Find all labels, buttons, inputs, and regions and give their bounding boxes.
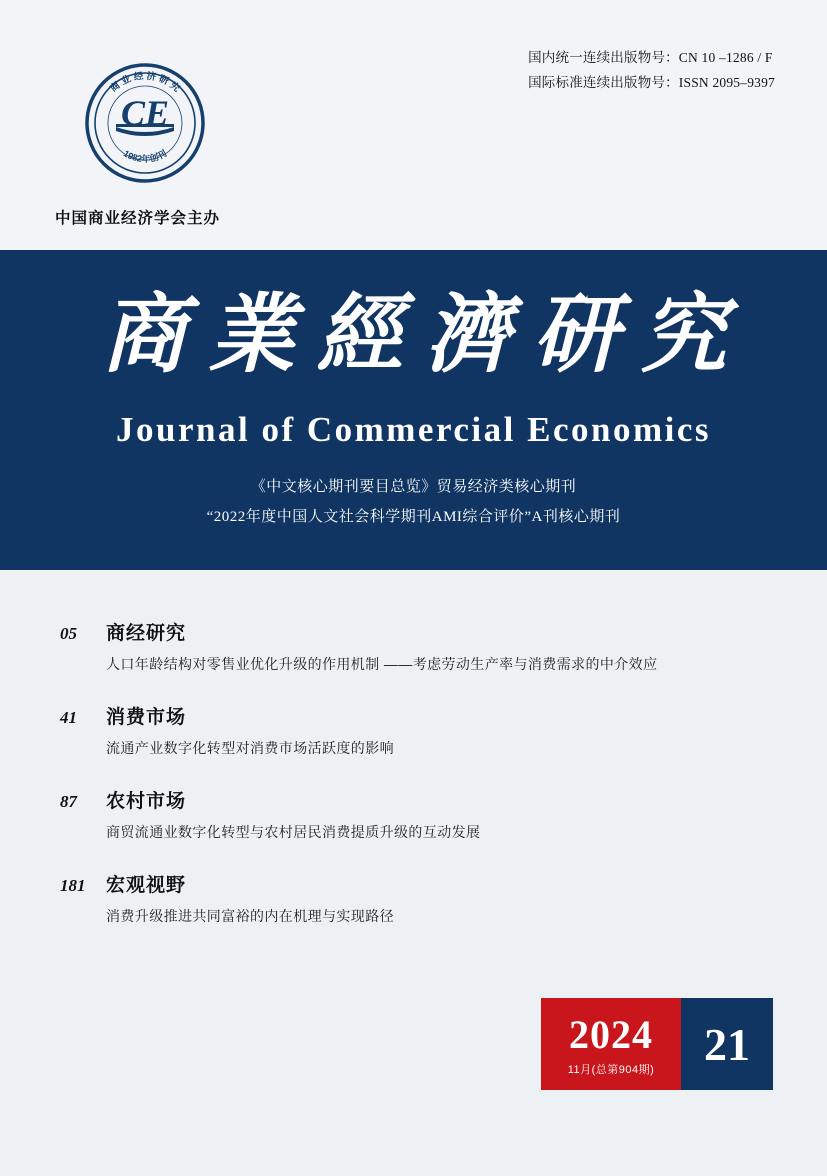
issue-year: 2024 (569, 1012, 653, 1057)
toc-entry-head (60, 786, 767, 813)
toc-entry (60, 618, 767, 674)
masthead-subtitle-2: “2022年度中国人文社会科学期刊AMI综合评价”A刊核心期刊 (206, 509, 621, 525)
table-of-contents (0, 570, 827, 926)
toc-entry-head (60, 870, 767, 897)
issue-number: 21 (681, 998, 773, 1090)
journal-title-en: Journal of Commercial Economics (116, 410, 711, 449)
cover-header (0, 0, 827, 250)
toc-section-title: 农村市场 (106, 791, 187, 812)
toc-section-title: 宏观视野 (106, 875, 187, 896)
issue-badge (541, 998, 773, 1090)
issue-month: 11月(总第904期) (567, 1064, 655, 1076)
toc-entry (60, 786, 767, 842)
toc-article-title: 商贸流通业数字化转型与农村居民消费提质升级的互动发展 (106, 824, 481, 840)
toc-article-title: 消费升级推进共同富裕的内在机理与实现路径 (106, 908, 394, 924)
toc-entry-head (60, 702, 767, 729)
svg-text:CE: CE (120, 93, 170, 133)
toc-page-number: 87 (60, 792, 77, 811)
issn-line-domestic: 国内统一连续出版物号：CN 10 –1286 / F (528, 50, 773, 65)
toc-entry (60, 870, 767, 926)
journal-title-cn: 商業經濟研究 (100, 287, 749, 383)
issue-year-block (541, 998, 681, 1090)
society-line: 中国商业经济学会主办 (55, 210, 221, 227)
toc-article-title: 流通产业数字化转型对消费市场活跃度的影响 (106, 740, 394, 756)
toc-entry (60, 702, 767, 758)
issn-block (528, 46, 775, 96)
masthead (0, 250, 827, 570)
toc-page-number: 05 (60, 624, 77, 643)
svg-text:1982年创刊: 1982年创刊 (121, 148, 169, 165)
issn-line-international: 国际标准连续出版物号：ISSN 2095–9397 (528, 74, 775, 90)
toc-article-title: 人口年龄结构对零售业优化升级的作用机制 ——考虑劳动生产率与消费需求的中介效应 (106, 656, 658, 672)
toc-entry-head (60, 618, 767, 645)
masthead-subtitle-1: 《中文核心期刊要目总览》贸易经济类核心期刊 (250, 479, 577, 495)
toc-section-title: 商经研究 (106, 623, 187, 644)
masthead-subtitles (0, 472, 827, 532)
journal-emblem-icon (84, 62, 206, 184)
toc-page-number: 41 (60, 708, 77, 727)
svg-text:商 业 经 济 研 究: 商 业 经 济 研 究 (108, 70, 182, 95)
toc-section-title: 消费市场 (106, 707, 187, 728)
toc-page-number: 181 (60, 876, 86, 895)
